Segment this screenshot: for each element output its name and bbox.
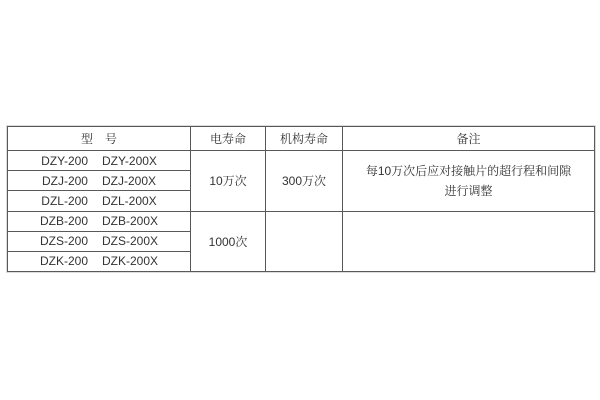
- model-cell: [8, 151, 191, 171]
- mechanical-life-cell: 300万次: [266, 151, 343, 211]
- model-cell: [8, 231, 191, 251]
- table-row: [8, 211, 595, 231]
- model-name: DZY-200: [41, 153, 88, 168]
- model-name: DZL-200: [41, 193, 88, 208]
- model-name-x: DZL-200X: [101, 193, 157, 208]
- electrical-life-cell: 10万次: [191, 151, 266, 211]
- model-name-x: DZJ-200X: [101, 173, 157, 188]
- header-model: 型 号: [8, 127, 191, 151]
- model-cell: [8, 171, 191, 191]
- model-name: DZS-200: [39, 234, 88, 249]
- remarks-cell: [343, 211, 595, 271]
- table-header-row: [8, 127, 595, 151]
- table-row: [8, 151, 595, 171]
- header-remarks: 备注: [343, 127, 595, 151]
- remark-line-1: 每10万次后应对接触片的超行程和间隙: [365, 163, 572, 178]
- model-name: DZJ-200: [41, 173, 88, 188]
- model-name: DZB-200: [39, 214, 88, 229]
- model-name-x: DZK-200X: [102, 254, 159, 269]
- model-cell: [8, 251, 191, 271]
- model-cell: [8, 191, 191, 211]
- remark-line-2: 进行调整: [444, 183, 493, 198]
- spec-table: [7, 126, 595, 272]
- model-name-x: DZY-200X: [102, 153, 157, 168]
- header-mechanical-life: 机构寿命: [266, 127, 343, 151]
- model-name-x: DZS-200X: [102, 234, 159, 249]
- header-electrical-life: 电寿命: [191, 127, 266, 151]
- model-name-x: DZB-200X: [102, 214, 159, 229]
- model-name: DZK-200: [39, 254, 88, 269]
- model-cell: [8, 211, 191, 231]
- remarks-cell: [343, 151, 595, 211]
- mechanical-life-cell: [266, 211, 343, 271]
- electrical-life-cell: 1000次: [191, 211, 266, 271]
